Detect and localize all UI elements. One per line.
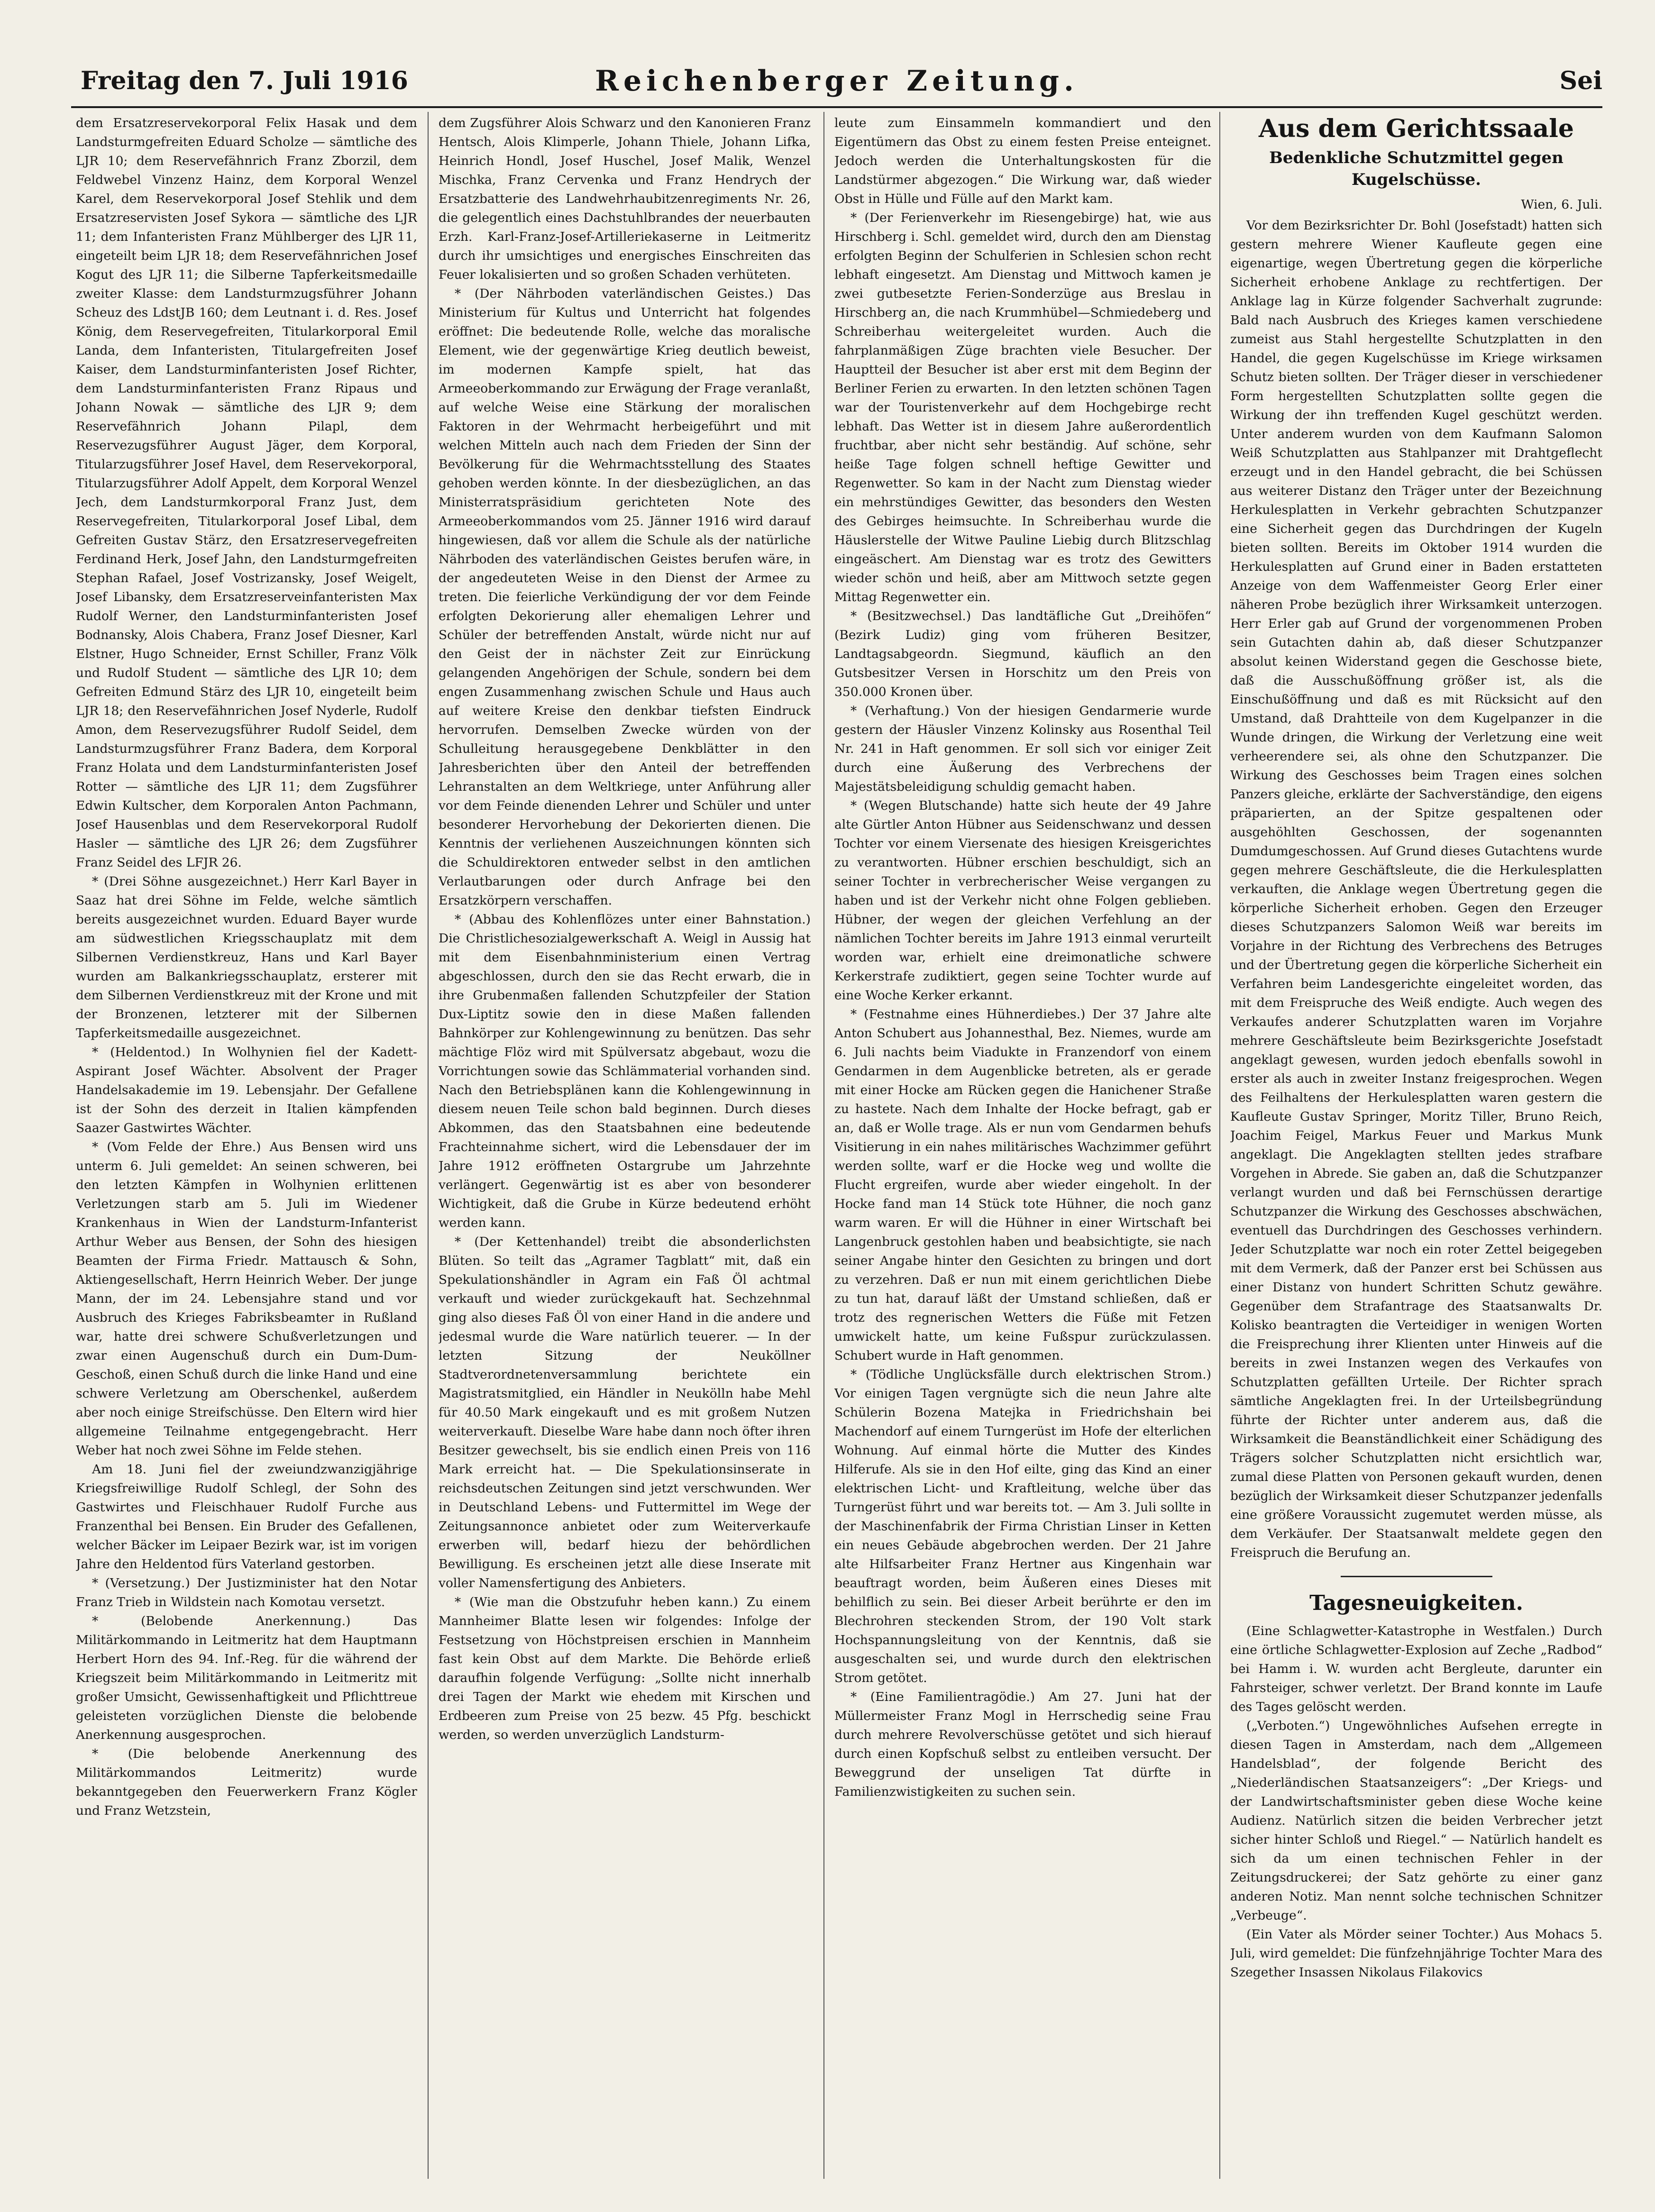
section-heading-court: Aus dem Gerichtssaale: [1258, 114, 1574, 143]
paragraph: * (Der Kettenhandel) treibt die absonderlichsten Blüten. So teilt das „Agramer Tagblatt“ mit, daß ein Spekulationshändler in Agram ein Faß Öl achtmal verkauft und wieder zurückgekauft hat. Sechzehnmal ging also dieses Faß Öl von einer Hand in die andere und jedesmal wurde die Ware natürlich teuerer. — In der letzten Sitzung der Neuköllner Stadtverordnetenversammlung berichtete ein Magistratsmitglied, ein Händler in Neukölln habe Mehl für 40.50 Mark eingekauft und es mit großem Nutzen weiterverkauft. Dieselbe Ware habe dann noch öfter ihren Besitzer gewechselt, bis sie endlich einen Preis von 116 Mark erreicht hat. — Die Spekulationsinserate in reichsdeutschen Zeitungen sind jetzt verschwunden. Wer in Deutschland Lebens- und Futtermittel im Wege der Zeitungsannonce anbietet oder zum Weiterverkaufe erwerben will, bedarf hiezu der behördlichen Bewilligung. Es erscheinen jetzt alle diese Inserate mit voller Namensfertigung des Anbieters.: [439, 1234, 811, 1590]
paragraph: leute zum Einsammeln kommandiert und den Eigentümern das Obst zu einem festen Preise enteignet. Jedoch werden die Unterhaltungskosten für die Landstürmer abgezogen.“ Die Wirkung war, daß wieder Obst in Hülle und Fülle auf den Markt kam.: [834, 116, 1211, 206]
paragraph: * (Heldentod.) In Wolhynien fiel der Kadett-Aspirant Josef Wächter. Absolvent der Prager Handelsakademie im 19. Lebensjahr. Der Gefallene ist der Sohn des derzeit in Italien kämpfenden Saazer Gastwirtes Wächter.: [76, 1045, 417, 1135]
paragraph: * (Verhaftung.) Von der hiesigen Gendarmerie wurde gestern der Häusler Vinzenz Kolinsky aus Rosenthal Teil Nr. 241 in Haft genommen. Er soll sich vor einiger Zeit durch eine Äußerung des Verbrechens der Majestätsbeleidigung schuldig gemacht haben.: [834, 704, 1211, 794]
paragraph: * (Vom Felde der Ehre.) Aus Bensen wird uns unterm 6. Juli gemeldet: An seinen schweren, bei den letzten Kämpfen in Wolhynien erlittenen Verletzungen starb am 5. Juli im Wiedener Krankenhaus in Wien der Landsturm-Infanterist Arthur Weber aus Bensen, der Sohn des hiesigen Beamten der Firma Friedr. Mattausch & Sohn, Aktiengesellschaft, Herrn Heinrich Weber. Der junge Mann, der im 24. Lebensjahre stand und vor Ausbruch des Krieges Fabriksbeamter in Rußland war, hatte drei schwere Schußverletzungen und zwar einen Augenschuß durch ein Dum-Dum-Geschoß, einen Schuß durch die linke Hand und eine schwere Verletzung am Oberschenkel, außerdem aber noch einige Streifschüsse. Den Eltern wird hier allgemeine Teilnahme entgegengebracht. Herr Weber hat noch zwei Söhne im Felde stehen.: [76, 1140, 417, 1458]
paragraph: * (Festnahme eines Hühnerdiebes.) Der 37 Jahre alte Anton Schubert aus Johannesthal, Bez. Niemes, wurde am 6. Juli nachts beim Viadukte in Franzendorf von einem Gendarmen in dem Augenblicke betreten, als er gerade mit einer Hocke am Rücken gegen die Hanichener Straße zu hastete. Nach dem Inhalte der Hocke befragt, gab er an, daß er Wolle trage. Als er nun vom Gendarmen behufs Visitierung in ein nahes militärisches Wachzimmer geführt werden sollte, warf er die Hocke weg und wollte die Flucht ergreifen, wurde aber wieder eingeholt. In der Hocke fand man 14 Stück tote Hühner, die noch ganz warm waren. Er will die Hühner in einer Wirtschaft bei Langenbruck gestohlen haben und beabsichtigte, sie nach seiner Angabe hinter den Gesichten zu bringen und dort zu verzehren. Daß er nun mit einem gerichtlichen Diebe zu tun hat, darauf läßt der Umstand schließen, daß er trotz des regnerischen Wetters die Füße mit Fetzen umwickelt hatte, um keine Fußspur zurückzulassen. Schubert wurde in Haft genommen.: [834, 1007, 1211, 1363]
section-heading-news: Tagesneuigkeiten.: [1309, 1591, 1523, 1615]
paragraph: Vor dem Bezirksrichter Dr. Bohl (Josefstadt) hatten sich gestern mehrere Wiener Kaufleute gegen eine eigenartige, wegen Übertretung gegen die körperliche Sicherheit erhobene Anklage zu rechtfertigen. Der Anklage lag in Kürze folgender Sachverhalt zugrunde: Bald nach Ausbruch des Krieges kamen verschiedene zumeist aus Stahl hergestellte Schutzplatten in den Handel, die gegen Kugelschüsse im Kriege wirksamen Schutz bieten sollten. Der Träger dieser in verschiedener Form hergestellten Schutzplatten sollte gegen die Wirkung der ihn treffenden Kugel geschützt werden. Unter anderem wurden von dem Kaufmann Salomon Weiß Schutzplatten aus Stahlpanzer mit Drahtgeflecht erzeugt und in den Handel gebracht, die bei Schüssen aus weiterer Distanz den Träger unter der Bezeichnung Herkulesplatten in Verkehr gebrachten Schutzpanzer eine Sicherheit gegen das Durchdringen der Kugeln bieten sollten. Bereits im Oktober 1914 wurden die Herkulesplatten auf Grund einer in Baden erstatteten Anzeige von dem Waffenmeister Georg Erler einer näheren Probe bezüglich ihrer Wirksamkeit unterzogen. Herr Erler gab auf Grund der vorgenommenen Proben sein Gutachten dahin ab, daß dieser Schutzpanzer absolut keinen Widerstand gegen die Geschosse biete, daß die Ausschußöffnung größer ist, als die Einschußöffnung und daß es mit Rücksicht auf den Umstand, daß Drahtteile von dem Kugelpanzer in die Wunde dringen, die Wirkung der Verletzung eine weit verheerendere sei, als ohne den Schutzpanzer. Die Wirkung des Geschosses beim Tragen eines solchen Panzers gleiche, erklärte der Sachverständige, den eigens präparierten, an der Spitze gespaltenen oder ausgehöhlten Geschossen, der sogenannten Dumdumgeschossen. Auf Grund dieses Gutachtens wurde gegen mehrere Geschäftsleute, die die Herkulesplatten verkauften, die Anklage wegen Übertretung gegen die körperliche Sicherheit erhoben. Gegen den Erzeuger dieses Schutzpanzers Salomon Weiß war bereits im Vorjahre in der Richtung des Verbrechens des Betruges und der Übertretung gegen die körperliche Sicherheit ein Verfahren beim Landesgerichte eingeleitet worden, das mit dem Freispruche des Weiß endigte. Auch wegen des Verkaufes anderer Schutzplatten waren im Vorjahre mehrere Geschäftsleute beim Bezirksgerichte Josefstadt angeklagt gewesen, wurden jedoch ebenfalls sowohl in erster als auch in zweiter Instanz freigesprochen. Wegen des Feilhaltens der Herkulesplatten waren gestern die Kaufleute Gustav Springer, Moritz Tiller, Bruno Reich, Joachim Feigel, Markus Feuer und Markus Munk angeklagt. Die Angeklagten stellten jedes strafbare Vorgehen in Abrede. Sie gaben an, daß die Schutzpanzer verlangt wurden und daß bei Fernschüssen derartige Schutzpanzer die Wirkung des Geschosses abschwächen, eventuell das Durchdringen des Geschosses verhindern. Jeder Schutzplatte war noch ein roter Zettel beigegeben mit dem Vermerk, daß der Panzer erst bei Schüssen aus einer Distanz von hundert Schritten Schutz gewähre. Gegenüber dem Strafantrage des Staatsanwalts Dr. Kolisko beantragten die Verteidiger in wenigen Worten die Freisprechung ihrer Klienten unter Hinweis auf die bereits in zwei Instanzen wegen des Verkaufes von Schutzplatten gefällten Urteile. Der Richter sprach sämtliche Angeklagten frei. In der Urteilsbegründung führte der Richter unter anderem aus, daß die Wirksamkeit die Beanständlichkeit einer Schädigung des Trägers solcher Schutzplatten nicht ersichtlich war, zumal diese Platten von Personen gekauft wurden, denen bezüglich der Wirksamkeit dieser Schutzpanzer jedenfalls eine größere Voraussicht zugemutet werden müsse, als dem Verkäufer. Der Staatsanwalt meldete gegen den Freispruch die Berufung an.: [1230, 218, 1602, 1560]
page-label: Sei: [1559, 66, 1602, 95]
paragraph: * (Eine Familientragödie.) Am 27. Juni hat der Müllermeister Franz Mogl in Herrschedig seine Frau durch mehrere Revolverschüsse getötet und sich hierauf durch einen Kopfschuß selbst zu entleiben versucht. Der Beweggrund der unseligen Tat dürfte in Familienzwistigkeiten zu suchen sein.: [834, 1690, 1211, 1799]
column-4: [1230, 114, 1602, 2181]
article-headline: Bedenkliche Schutzmittel gegen Kugelschüsse.: [1269, 148, 1564, 189]
column-rule: [1219, 112, 1220, 2179]
paragraph: (Ein Vater als Mörder seiner Tochter.) Aus Mohacs 5. Juli, wird gemeldet: Die fünfzehnjährige Tochter Mara des Szegether Insassen Nikolaus Filakovics: [1230, 1927, 1602, 1980]
paragraph: * (Abbau des Kohlenflözes unter einer Bahnstation.) Die Christlichesozialgewerkschaft A. Weigl in Aussig hat mit dem Eisenbahnministerium einen Vertrag abgeschlossen, durch den sie das Recht erwarb, die in ihre Grubenmaßen fallenden Schutzpfeiler der Station Dux-Liptitz sowie den in diese Maßen fallenden Bahnkörper zur Kohlengewinnung zu benützen. Das sehr mächtige Flöz wird mit Spülversatz abgebaut, wozu die Vorrichtungen sowie das Schlämmaterial vorhanden sind. Nach den Betriebsplänen kann die Kohlengewinnung in diesem neuen Teile schon bald beginnen. Durch dieses Abkommen, das den Staatsbahnen eine bedeutende Frachteinnahme sichert, wird die Lebensdauer der im Jahre 1912 eröffneten Ostargrube um Jahrzehnte verlängert. Gegenwärtig ist es aber von besonderer Wichtigkeit, daß die Grube in Kürze bedeutend erhöht werden kann.: [439, 912, 811, 1230]
column-rule: [823, 112, 824, 2179]
paragraph: * (Der Nährboden vaterländischen Geistes.) Das Ministerium für Kultus und Unterricht hat folgendes eröffnet: Die bedeutende Rolle, welche das moralische Element, wie der gegenwärtige Krieg deutlich beweist, im modernen Kampfe spielt, hat das Armeeoberkommando zur Erwägung der Frage veranlaßt, auf welche Weise eine Stärkung der moralischen Faktoren in der Wehrmacht herbeigeführt und mit welchen Mitteln auch nach dem Frieden der Sinn der Bevölkerung für die Wehrmachtsstellung des Staates gehoben werden könnte. In der diesbezüglichen, an das Ministerratspräsidium gerichteten Note des Armeeoberkommandos vom 25. Jänner 1916 wird darauf hingewiesen, daß vor allem die Schule als der natürliche Nährboden des vaterländischen Geistes berufen wäre, in der angedeuteten Weise in den Dienst der Armee zu treten. Die feierliche Verkündigung der vor dem Feinde erfolgten Dekorierung aller ehemaligen Lehrer und Schüler der betreffenden Anstalt, würde nicht nur auf den Geist der in nächster Zeit zur Einrückung gelangenden Angehörigen der Schule, sondern bei dem engen Zusammenhang zwischen Schule und Haus auch auf weitere Kreise den denkbar tiefsten Eindruck hervorrufen. Demselben Zwecke würden von der Schulleitung herausgegebene Denkblätter in den Jahresberichten über den Anteil der betreffenden Lehranstalten an dem Weltkriege, unter Anführung aller vor dem Feinde dienenden Lehrer und Schüler und unter besonderer Hervorhebung der Dekorierten dienen. Die Kenntnis der verliehenen Auszeichnungen könnten sich die Schuldirektoren entweder selbst in den amtlichen Verlautbarungen oder durch Anfrage bei den Ersatzkörpern verschaffen.: [439, 286, 811, 908]
paragraph: * (Wie man die Obstzufuhr heben kann.) Zu einem Mannheimer Blatte lesen wir folgendes: Infolge der Festsetzung von Höchstpreisen erschien in Mannheim fast kein Obst auf dem Markte. Die Behörde erließ daraufhin folgende Verfügung: „Sollte nicht innerhalb drei Tagen der Markt wie ehedem mit Kirschen und Erdbeeren zum Preise von 25 bezw. 45 Pfg. beschickt werden, so werden unverzüglich Landsturm-: [439, 1595, 811, 1742]
paragraph: * (Wegen Blutschande) hatte sich heute der 49 Jahre alte Gürtler Anton Hübner aus Seidenschwanz und dessen Tochter vor einem Viersenate des hiesigen Kreisgerichtes zu verantworten. Hübner erschien beschuldigt, sich an seiner Tochter in verbrecherischer Weise vergangen zu haben und ist der Verkehr nicht ohne Folgen geblieben. Hübner, der wegen der gleichen Verfehlung an der nämlichen Tochter bereits im Jahre 1913 einmal verurteilt worden war, erhielt eine dreimonatliche schwere Kerkerstrafe zudiktiert, gegen seine Tochter wurde auf eine Woche Kerker erkannt.: [834, 798, 1211, 1003]
paragraph: Am 18. Juni fiel der zweiundzwanzigjährige Kriegsfreiwillige Rudolf Schlegl, der Sohn des Gastwirtes und Fleischhauer Rudolf Furche aus Franzenthal bei Bensen. Ein Bruder des Gefallenen, welcher Bäcker im Leipaer Bezirk war, ist im vorigen Jahre den Heldentod fürs Vaterland gestorben.: [76, 1462, 417, 1572]
paragraph: * (Besitzwechsel.) Das landtäfliche Gut „Dreihöfen“ (Bezirk Ludiz) ging vom früheren Besitzer, Landtagsabgeordn. Siegmund, käuflich an den Gutsbesitzer Versen in Horschitz um den Preis von 350.000 Kronen über.: [834, 609, 1211, 699]
masthead: [71, 61, 1602, 108]
paragraph: dem Ersatzreservekorporal Felix Hasak und dem Landsturmgefreiten Eduard Scholze — sämtliche des LJR 10; dem Reservefähnrich Franz Zborzil, dem Feldwebel Vinzenz Hainz, dem Korporal Wenzel Karel, dem Reservekorporal Josef Stehlik und dem Ersatzreservisten Josef Sykora — sämtliche des LJR 11; dem Infanteristen Franz Mühlberger des LJR 11, eingeteilt beim LJR 18; dem Reservefähnrichen Josef Kogut des LJR 11; die Silberne Tapferkeitsmedaille zweiter Klasse: dem Landsturmzugsführer Johann Scheuz des LdstJB 160; dem Leutnant i. d. Res. Josef König, dem Reservegefreiten, Titularkorporal Emil Landa, dem Infanteristen, Titulargefreiten Josef Kaiser, dem Landsturminfanteristen Josef Richter, dem Landsturminfanteristen Franz Ripaus und Johann Nowak — sämtliche des LJR 9; dem Reservefähnrich Johann Pilapl, dem Reservezugsführer August Jäger, dem Korporal, Titularzugsführer Josef Havel, dem Reservekorporal, Titularzugsführer Adolf Appelt, dem Korporal Wenzel Jech, dem Landsturmkorporal Franz Just, dem Reservegefreiten, Titularkorporal Josef Libal, dem Gefreiten Gustav Stärz, den Ersatzreservegefreiten Ferdinand Herk, Josef Jahn, den Landsturmgefreiten Stephan Rafael, Josef Vostrizansky, Josef Weigelt, Josef Libansky, dem Ersatzreserveinfanteristen Max Rudolf Werner, den Landsturminfanteristen Josef Bodnansky, Alois Chabera, Franz Josef Diesner, Karl Elstner, Hugo Schneider, Ernst Schiller, Franz Völk und Rudolf Student — sämtliche des LJR 10; dem Gefreiten Edmund Stärz des LJR 10, eingeteilt beim LJR 18; den Reservefähnrichen Josef Nyderle, Rudolf Amon, dem Reservezugsführer Rudolf Seidel, dem Landsturmzugsführer Franz Badera, dem Korporal Franz Holata und dem Landsturminfanteristen Josef Rotter — sämtliche des LJR 11; dem Zugsführer Edwin Kultscher, dem Korporalen Anton Pachmann, Josef Hausenblas und dem Reservekorporal Rudolf Hasler — sämtliche des LJR 26; dem Zugsführer Franz Seidel des LFJR 26.: [76, 116, 417, 870]
column-1: [76, 114, 417, 2181]
column-3: [834, 114, 1211, 2181]
newspaper-title: Reichenberger Zeitung.: [595, 64, 1079, 98]
paragraph: * (Die belobende Anerkennung des Militärkommandos Leitmeritz) wurde bekanntgegeben den Feuerwerkern Franz Kögler und Franz Wetzstein,: [76, 1746, 417, 1818]
paragraph: * (Belobende Anerkennung.) Das Militärkommando in Leitmeritz hat dem Hauptmann Herbert Horn des 94. Inf.-Reg. für die während der Kriegszeit beim Militärkommando in Leitmeritz mit großer Umsicht, Gewissenhaftigkeit und Pflichttreue geleisteten vorzüglichen Dienste die belobende Anerkennung ausgesprochen.: [76, 1614, 417, 1742]
paragraph: (Eine Schlagwetter-Katastrophe in Westfalen.) Durch eine örtliche Schlagwetter-Explosion auf Zeche „Radbod“ bei Hamm i. W. wurden acht Bergleute, darunter ein Fahrsteiger, schwer verletzt. Der Brand konnte im Laufe des Tages gelöscht werden.: [1230, 1624, 1602, 1714]
paragraph: * (Der Ferienverkehr im Riesengebirge) hat, wie aus Hirschberg i. Schl. gemeldet wird, durch den am Dienstag erfolgten Beginn der Schulferien in Schlesien schon recht lebhaft eingesetzt. Am Dienstag und Mittwoch kamen je zwei gutbesetzte Ferien-Sonderzüge aus Breslau in Hirschberg an, die nach Krummhübel—Schmiedeberg und Schreiberhau weitergeleitet wurden. Auch die fahrplanmäßigen Züge brachten viele Besucher. Der Hauptteil der Besucher ist aber erst mit dem Beginn der Berliner Ferien zu erwarten. In den letzten schönen Tagen war der Touristenverkehr auf dem Hochgebirge recht lebhaft. Das Wetter ist in diesem Jahre außerordentlich fruchtbar, aber nicht sehr beständig. Auf schöne, sehr heiße Tage folgen schnell heftige Gewitter und Regenwetter. So kam in der Nacht zum Dienstag wieder ein mehrstündiges Gewitter, das besonders den Westen des Gebirges heimsuchte. In Schreiberhau wurde die Häuslerstelle der Witwe Pauline Liebig durch Blitzschlag eingeäschert. Am Dienstag war es trotz des Gewitters wieder schön und heiß, aber am Mittwoch setzte gegen Mittag Regenwetter ein.: [834, 210, 1211, 604]
paragraph: * (Drei Söhne ausgezeichnet.) Herr Karl Bayer in Saaz hat drei Söhne im Felde, welche sämtlich bereits ausgezeichnet wurden. Eduard Bayer wurde am südwestlichen Kriegsschauplatz mit dem Silbernen Verdienstkreuz, Hans und Karl Bayer wurden am Balkankriegsschauplatz, ersterer mit dem Silbernen Verdienstkreuz mit der Krone und mit der Bronzenen, letzterer mit der Silbernen Tapferkeitsmedaille ausgezeichnet.: [76, 874, 417, 1041]
section-divider: [1341, 1576, 1492, 1577]
paragraph: („Verboten.“) Ungewöhnliches Aufsehen erregte in diesen Tagen in Amsterdam, nach dem „Allgemeen Handelsblad“, der folgende Bericht des „Niederländischen Staatsanzeigers“: „Der Kriegs- und der Landwirtschaftsminister geben diese Woche keine Audienz. Natürlich sitzen die beiden Verbrecher jetzt sicher hinter Schloß und Riegel.“ — Natürlich handelt es sich da um einen technischen Fehler in der Zeitungsdruckerei; der Satz gehörte zu einer ganz anderen Notiz. Man nennt solche technischen Schnitzer „Verbeuge“.: [1230, 1718, 1602, 1923]
paragraph: * (Versetzung.) Der Justizminister hat den Notar Franz Trieb in Wildstein nach Komotau versetzt.: [76, 1576, 417, 1609]
dateline: Wien, 6. Juli.: [1521, 197, 1602, 212]
column-rule: [428, 112, 429, 2179]
paragraph: dem Zugsführer Alois Schwarz und den Kanonieren Franz Hentsch, Alois Klimperle, Johann Thiele, Johann Lifka, Heinrich Hondl, Josef Huschel, Josef Malik, Wenzel Mischka, Franz Cervenka und Franz Hendrych der Ersatzbatterie des Landwehrhaubitzenregiments Nr. 26, die gelegentlich eines Dachstuhlbrandes der neuerbauten Erzh. Karl-Franz-Josef-Artilleriekaserne in Leitmeritz durch ihr umsichtiges und energisches Einschreiten das Feuer lokalisierten und so großen Schaden verhüteten.: [439, 116, 811, 282]
paragraph: * (Tödliche Unglücksfälle durch elektrischen Strom.) Vor einigen Tagen vergnügte sich die neun Jahre alte Schülerin Bozena Matejka in Friedrichshain bei Machendorf auf einem Turngerüst im Hofe der elterlichen Wohnung. Auf einmal hörte die Mutter des Kindes Hilferufe. Als sie in den Hof eilte, ging das Kind an einer elektrischen Licht- und Kraftleitung, welche über das Turngerüst führt und war bereits tot. — Am 3. Juli sollte in der Maschinenfabrik der Firma Christian Linser in Ketten ein neues Gebäude abgebrochen werden. Der 21 Jahre alte Hilfsarbeiter Franz Hertner aus Kingenhain war beauftragt worden, beim Äußeren eines Dieses mit behilflich zu sein. Bei dieser Arbeit berührte er den im Blechrohren steckenden Strom, der 190 Volt stark Hochspannungsleitung von der Kenntnis, daß sie ausgeschalten sei, und wurde durch den elektrischen Strom getötet.: [834, 1367, 1211, 1685]
column-2: [439, 114, 811, 2181]
issue-date: Freitag den 7. Juli 1916: [81, 66, 408, 95]
